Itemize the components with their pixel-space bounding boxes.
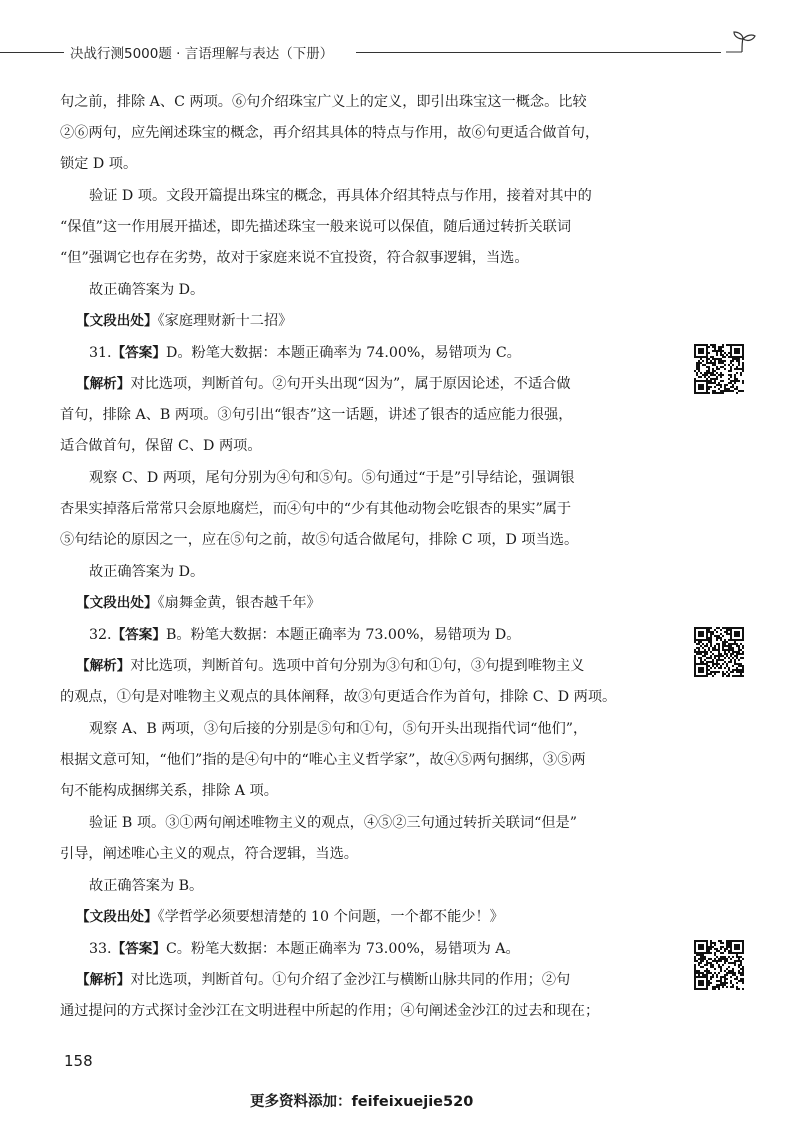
text-line: 根据文意可知，“他们”指的是④句中的“唯心主义哲学家”，故④⑤两句捆绑，③⑤两 [60,752,586,768]
analysis-line [76,972,570,989]
text-line: 通过提问的方式探讨金沙江在文明进程中所起的作用；④句阐述金沙江的过去和现在； [60,1003,600,1019]
text-line: “但”强调它也存在劣势，故对于家庭来说不宜投资，符合叙事逻辑，当选。 [60,250,529,266]
text-line: 验证 D 项。文段开篇提出珠宝的概念，再具体介绍其特点与作用，接着对其中的 [89,188,592,204]
analysis-label: 【解析】 [76,376,131,392]
analysis-text: 对比选项，判断首句。选项中首句分别为③句和①句，③句提到唯物主义 [130,658,585,674]
source-title: 《学哲学必须要想清楚的 10 个问题，一个都不能少！》 [157,909,504,925]
analysis-text: 对比选项，判断首句。②句开头出现“因为”，属于原因论述，不适合做 [130,376,571,392]
page-number: 158 [64,1052,93,1070]
footer-note: 更多资料添加：feifeixuejie520 [250,1094,474,1110]
source-label: 【文段出处】 [76,909,158,925]
analysis-line [76,376,571,393]
answer-text: D。粉笔大数据：本题正确率为 74.00%，易错项为 C。 [165,345,521,361]
question-number: 32. [89,627,112,643]
answer-label: 【答案】 [111,345,166,361]
text-line: 观察 A、B 两项，③句后接的分别是⑤句和①句，⑤句开头出现指代词“他们”， [89,721,588,737]
text-line: 首句，排除 A、B 两项。③句引出“银杏”这一话题，讲述了银杏的适应能力很强， [60,407,573,423]
answer-line [89,627,520,644]
text-line: 杏果实掉落后常常只会原地腐烂，而④句中的“少有其他动物会吃银杏的果实”属于 [60,501,572,517]
analysis-text: 对比选项，判断首句。①句介绍了金沙江与横断山脉共同的作用；②句 [130,972,571,988]
text-line: 适合做首句，保留 C、D 两项。 [60,438,262,454]
text-line: “保值”这一作用展开描述，即先描述珠宝一般来说可以保值，随后通过转折关联词 [60,219,572,235]
source-line [76,313,292,330]
source-title: 《扇舞金黄，银杏越千年》 [157,595,321,611]
analysis-label: 【解析】 [76,972,131,988]
qr-code-icon[interactable] [694,627,744,677]
source-line [76,595,321,612]
text-line: 的观点，①句是对唯物主义观点的具体阐释，故③句更适合作为首句，排除 C、D 两项。 [60,689,617,705]
source-label: 【文段出处】 [76,313,158,329]
source-title: 《家庭理财新十二招》 [157,313,293,329]
answer-line [89,345,521,362]
question-number: 33. [89,941,112,957]
analysis-line [76,658,584,675]
text-line: 观察 C、D 两项，尾句分别为④句和⑤句。⑤句通过“于是”引导结论，强调银 [89,470,575,486]
text-line: ②⑥两句，应先阐述珠宝的概念，再介绍其具体的特点与作用，故⑥句更适合做首句， [60,125,600,141]
text-line: 故正确答案为 B。 [89,878,204,894]
text-line: ⑤句结论的原因之一，应在⑤句之前，故⑤句适合做尾句，排除 C 项，D 项当选。 [60,532,579,548]
text-line: 故正确答案为 D。 [89,282,205,298]
book-title: 决战行测5000题 · 言语理解与表达（下册） [70,46,334,62]
answer-label: 【答案】 [111,627,166,643]
sprout-icon [724,30,758,58]
text-line: 故正确答案为 D。 [89,564,205,580]
answer-text: C。粉笔大数据：本题正确率为 73.00%，易错项为 A。 [165,941,520,957]
text-line: 句不能构成捆绑关系，排除 A 项。 [60,783,278,799]
text-line: 句之前，排除 A、C 两项。⑥句介绍珠宝广义上的定义，即引出珠宝这一概念。比较 [60,94,587,110]
qr-code-icon[interactable] [694,344,744,394]
answer-label: 【答案】 [111,941,166,957]
header-rule-left [0,52,64,53]
text-line: 锁定 D 项。 [60,156,138,172]
text-line: 验证 B 项。③①两句阐述唯物主义的观点，④⑤②三句通过转折关联词“但是” [89,815,577,831]
qr-code-icon[interactable] [694,940,744,990]
answer-text: B。粉笔大数据：本题正确率为 73.00%，易错项为 D。 [165,627,521,643]
source-label: 【文段出处】 [76,595,158,611]
header-rule-right [356,52,721,53]
analysis-label: 【解析】 [76,658,131,674]
source-line [76,909,504,926]
text-line: 引导，阐述唯心主义的观点，符合逻辑，当选。 [60,846,358,862]
answer-line [89,941,520,958]
question-number: 31. [89,345,112,361]
